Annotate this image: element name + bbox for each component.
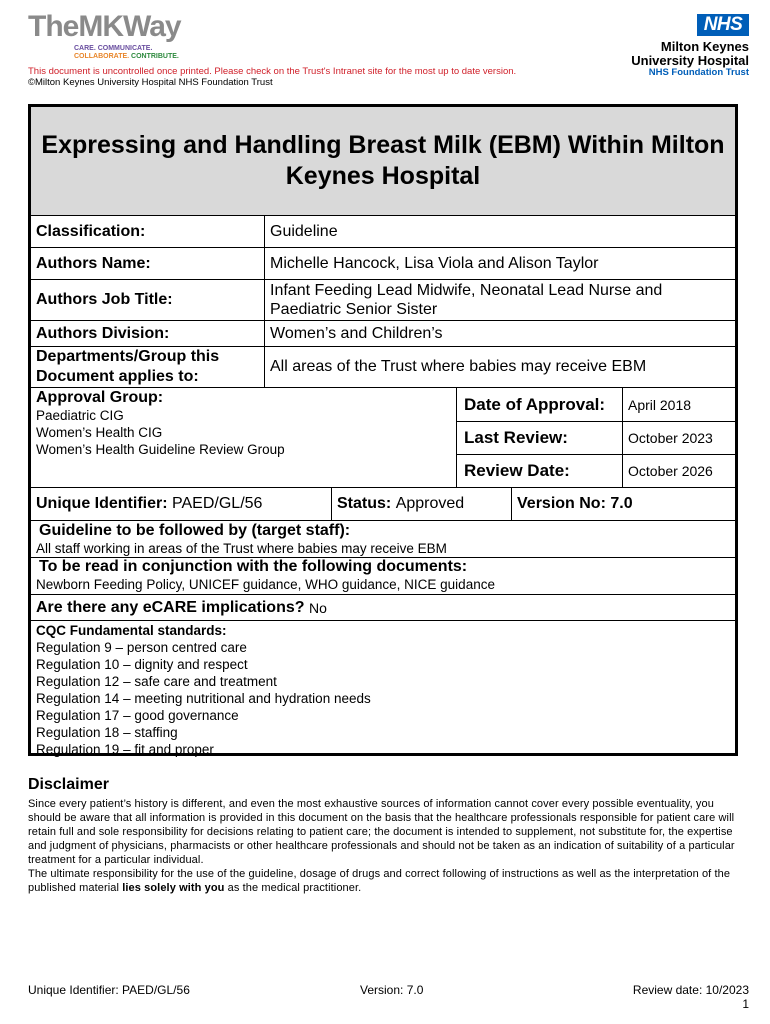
disclaimer-p2-emphasis: lies solely with you	[122, 882, 225, 894]
conjunction-value: Newborn Feeding Policy, UNICEF guidance, WHO guidance, NICE guidance	[36, 577, 495, 592]
authors-job-title-label: Authors Job Title:	[36, 291, 173, 308]
date-of-approval-value: April 2018	[628, 396, 692, 413]
approval-group-label: Approval Group:	[36, 389, 164, 406]
cqc-item: Regulation 9 – person centred care	[36, 640, 247, 655]
last-review-label: Last Review:	[464, 428, 568, 447]
authors-name-label: Authors Name:	[36, 254, 151, 272]
target-staff-label: Guideline to be followed by (target staff):	[39, 522, 351, 539]
row-conjunction	[31, 558, 735, 595]
approval-group-item: Women’s Health Guideline Review Group	[36, 442, 285, 457]
status-cell	[332, 488, 511, 520]
disclaimer-text	[28, 797, 736, 895]
row-approval	[31, 388, 735, 488]
footer-version: Version: 7.0	[360, 983, 424, 997]
status-value: Approved	[395, 495, 465, 512]
authors-division-label: Authors Division:	[36, 324, 170, 342]
approval-group-cell	[36, 388, 446, 458]
ecare-value: No	[308, 599, 327, 616]
mkway-logo	[28, 12, 188, 66]
version-label: Version No:	[517, 495, 606, 512]
page-number: 1	[742, 997, 749, 1011]
disclaimer-heading: Disclaimer	[28, 776, 109, 793]
unique-identifier-value: PAED/GL/56	[172, 495, 263, 512]
cqc-item: Regulation 12 – safe care and treatment	[36, 674, 277, 689]
disclaimer-paragraph-1: Since every patient’s history is different, and even the most exhaustive sources of information cannot cover every possible eventuality, you should be aware that all information is provided in this document on the basis that the healthcare professionals responsible for patient care will retain full and sole responsibility for decisions relating to patient care; the document is intended to supplement, not substitute for, the expertise and judgment of physicians, pharmacists or other healthcare professionals and should not be taken as an indication of suitability of a particular treatment for a particular individual.	[28, 798, 735, 866]
authors-division-value: Women’s and Children’s	[270, 324, 443, 342]
unique-identifier-cell	[31, 488, 331, 520]
nhs-logo-trust: NHS Foundation Trust	[648, 67, 749, 78]
footer-identifier: Unique Identifier: PAED/GL/56	[28, 983, 190, 997]
cqc-item: Regulation 19 – fit and proper	[36, 742, 214, 757]
row-target-staff	[31, 521, 735, 558]
nhs-logo-name-line2: University Hospital	[631, 53, 749, 68]
document-info-table	[28, 104, 738, 756]
approval-group-item: Women’s Health CIG	[36, 425, 163, 440]
disclaimer-p2-end: as the medical practitioner.	[224, 882, 362, 894]
cqc-label: CQC Fundamental standards:	[36, 623, 227, 638]
review-date-value: October 2026	[628, 463, 713, 479]
mkway-tagline-collaborate: COLLABORATE.	[74, 53, 130, 60]
unique-identifier-label: Unique Identifier:	[36, 495, 168, 512]
departments-value: All areas of the Trust where babies may receive EBM	[270, 358, 647, 375]
mkway-tagline-contribute: CONTRIBUTE.	[131, 53, 179, 60]
row-authors-name	[31, 248, 735, 280]
cqc-item: Regulation 17 – good governance	[36, 708, 239, 723]
version-cell	[512, 488, 735, 520]
uncontrolled-notice: This document is uncontrolled once printed. Please check on the Trust's Intranet site for the most up to date version.	[28, 66, 517, 77]
copyright-line: ©Milton Keynes University Hospital NHS Foundation Trust	[28, 77, 273, 88]
cqc-item: Regulation 18 – staffing	[36, 725, 178, 740]
cqc-item: Regulation 10 – dignity and respect	[36, 657, 248, 672]
classification-value: Guideline	[270, 222, 338, 240]
mkway-tagline-1: CARE. COMMUNICATE.	[74, 45, 153, 52]
row-departments	[31, 347, 735, 388]
last-review-value: October 2023	[628, 430, 713, 446]
row-identifier	[31, 488, 735, 521]
mkway-logo-word: TheMKWay	[28, 10, 181, 43]
authors-name-value: Michelle Hancock, Lisa Viola and Alison Taylor	[270, 254, 599, 272]
ecare-label: Are there any eCARE implications?	[36, 598, 305, 616]
departments-label: Departments/Group this Document applies to:	[36, 348, 220, 385]
mkway-tagline-2	[74, 53, 179, 60]
row-ecare	[31, 595, 735, 621]
row-classification	[31, 216, 735, 248]
nhs-logo-badge: NHS	[697, 14, 749, 36]
footer-review-date: Review date: 10/2023	[632, 983, 749, 997]
row-authors-job-title	[31, 280, 735, 321]
date-of-approval-label: Date of Approval:	[464, 394, 606, 414]
target-staff-value: All staff working in areas of the Trust where babies may receive EBM	[36, 541, 447, 556]
review-date-label: Review Date:	[464, 461, 570, 480]
disclaimer-p2-start: The ultimate responsibility for the use of the guideline, dosage of drugs and correct following of instructions as well as the interpretation of the published material	[28, 868, 731, 894]
authors-job-title-value: Infant Feeding Lead Midwife, Neonatal Lead Nurse and Paediatric Senior Sister	[270, 282, 663, 318]
approval-group-item: Paediatric CIG	[36, 408, 124, 423]
document-title: Expressing and Handling Breast Milk (EBM) Within Milton Keynes Hospital	[31, 107, 735, 216]
cqc-section	[36, 622, 735, 758]
disclaimer-paragraph-2	[28, 867, 736, 895]
row-authors-division	[31, 321, 735, 347]
classification-label: Classification:	[36, 222, 146, 240]
status-label: Status:	[337, 495, 392, 512]
cqc-item: Regulation 14 – meeting nutritional and hydration needs	[36, 691, 371, 706]
version-value: 7.0	[610, 495, 633, 512]
conjunction-label: To be read in conjunction with the following documents:	[39, 558, 468, 575]
ecare-cell	[31, 595, 735, 620]
nhs-logo-name-line1: Milton Keynes	[660, 39, 749, 54]
